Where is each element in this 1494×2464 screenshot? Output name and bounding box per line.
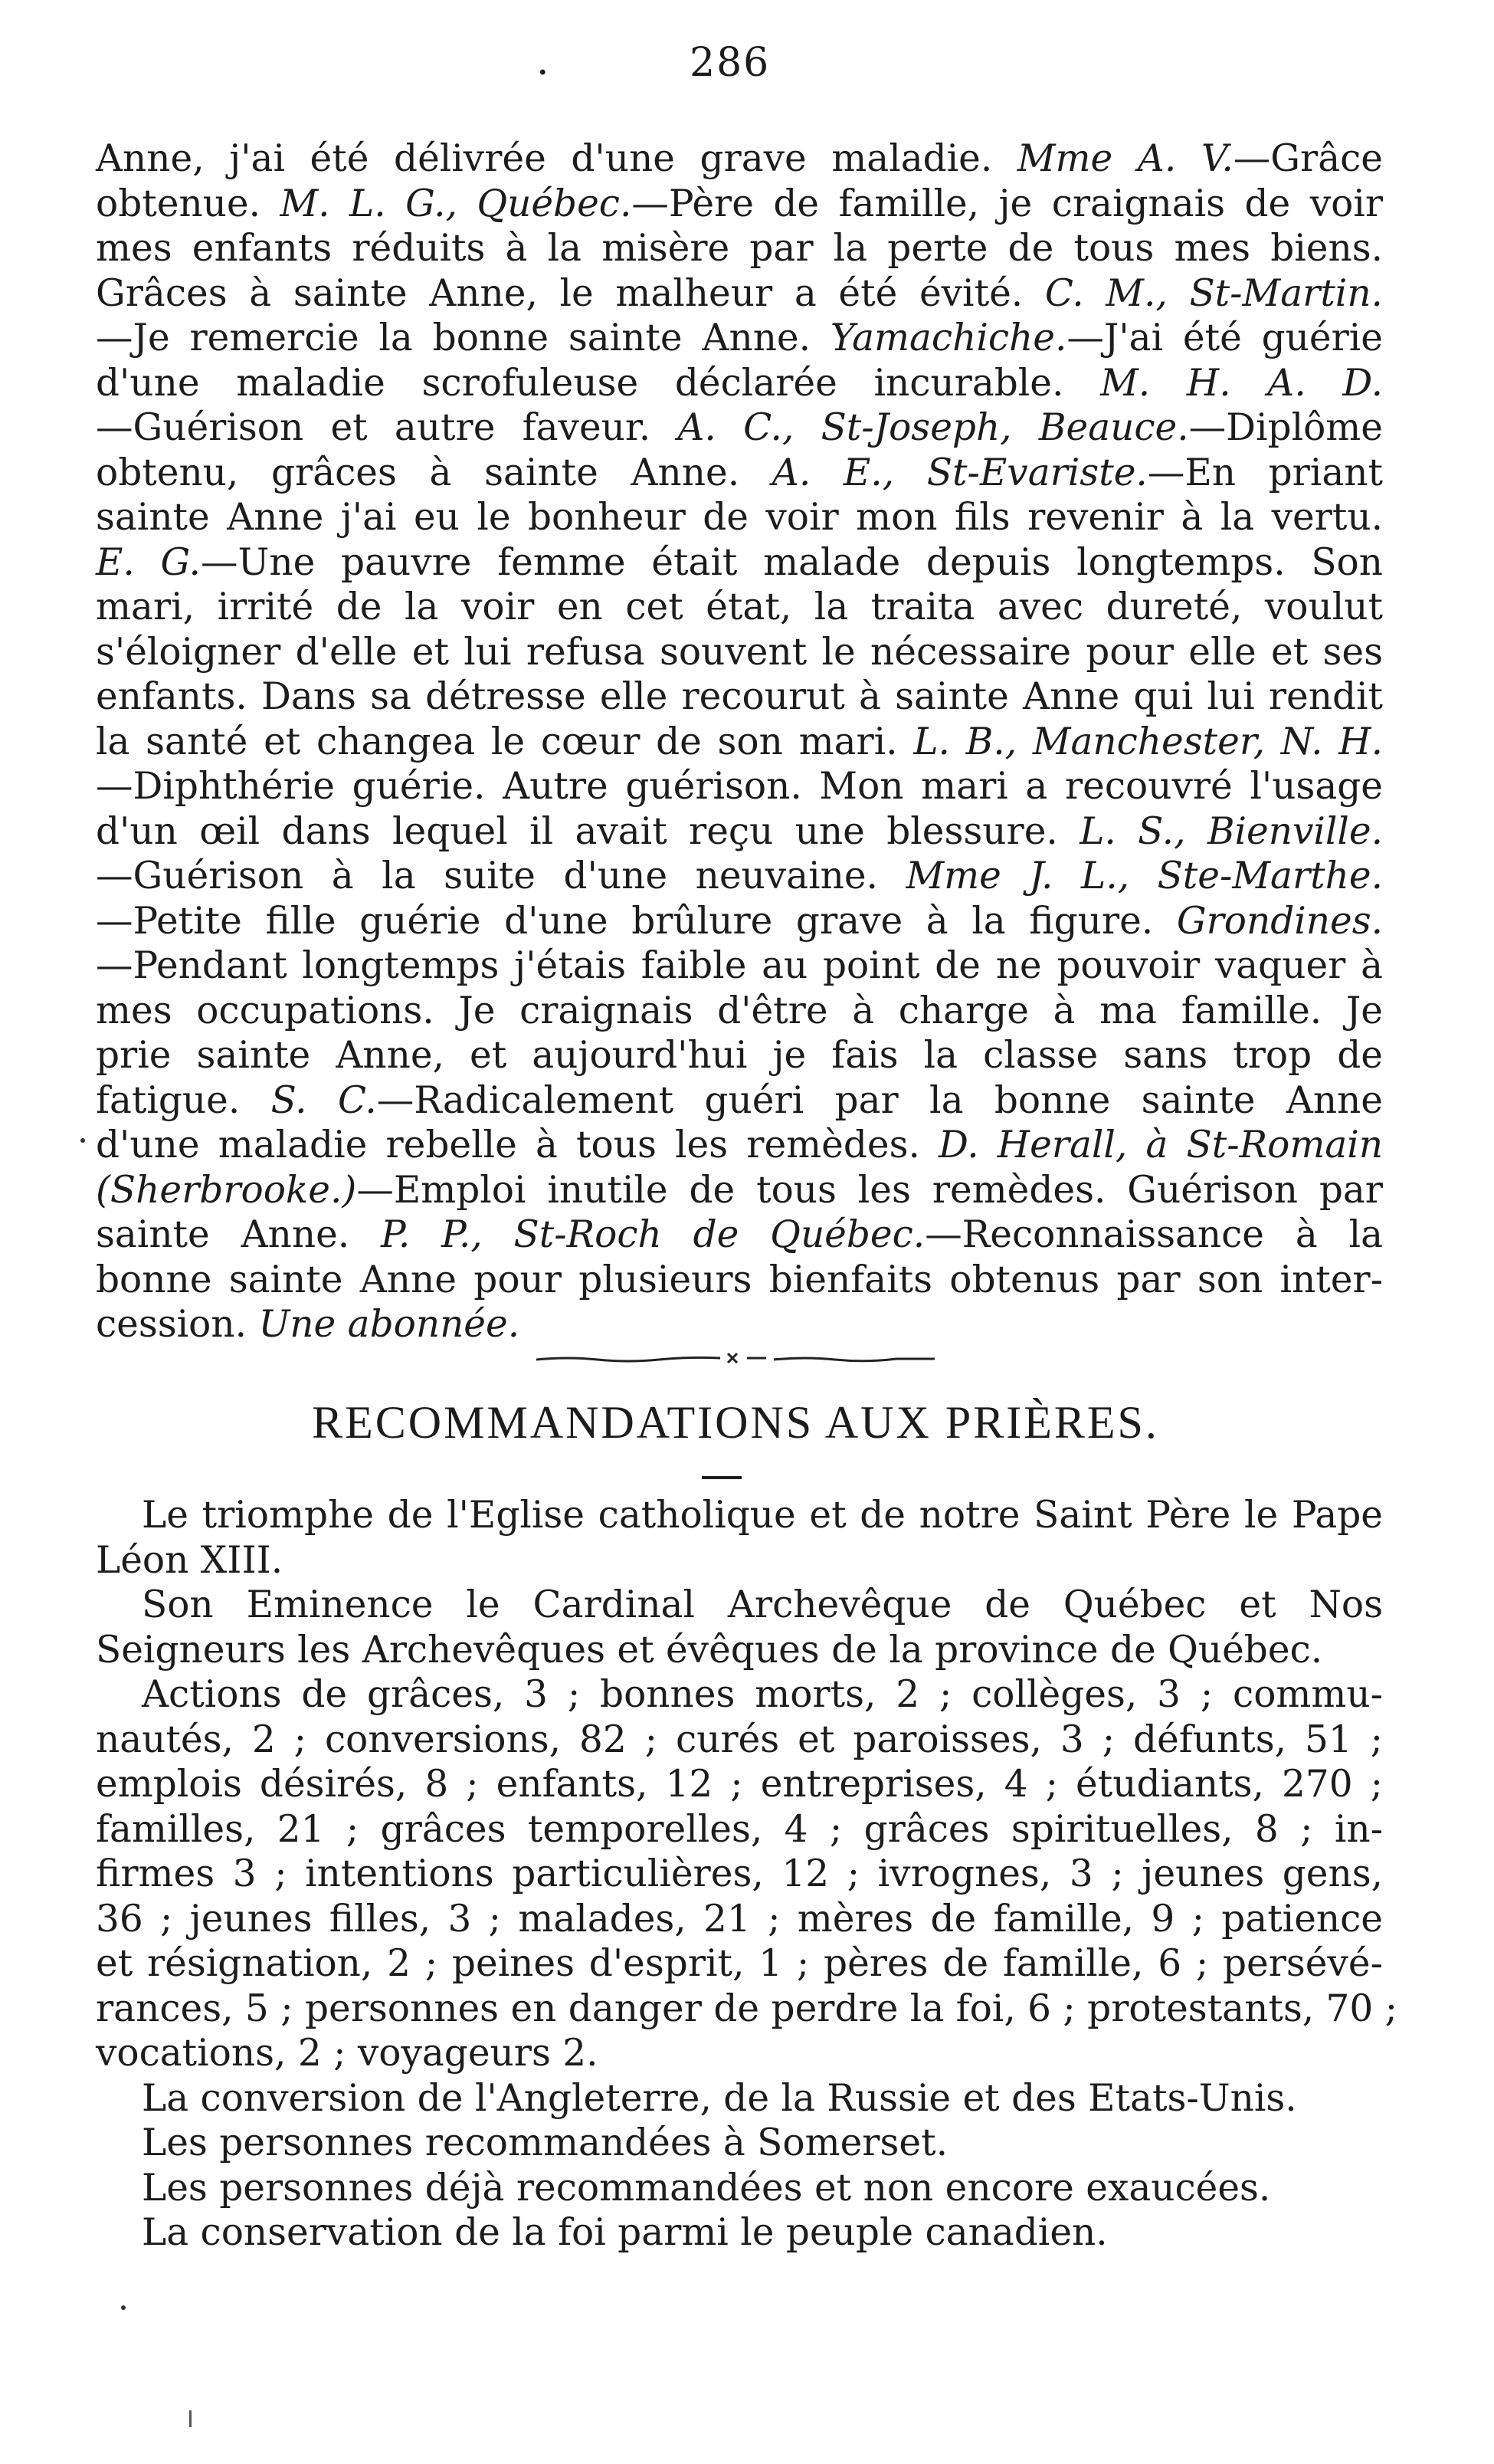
text-line [96,405,1383,451]
recommendation-paragraph [96,1583,1383,1672]
text-line [96,1168,1383,1213]
text-line [96,1078,1383,1124]
text-run: d'une maladie scrofuleuse déclarée incurable. [96,361,1101,405]
recommendation-paragraph [96,2210,1383,2256]
text-line [96,720,1383,765]
text-run: —Guérison et autre faveur. [96,406,678,449]
recommendation-paragraph [96,1493,1383,1583]
recommandations-text [96,1493,1398,2256]
italic-attribution: M. L. G., Québec. [280,182,632,225]
italic-attribution: A. C., St-Joseph, Beauce. [677,406,1189,449]
text-line: Son Eminence le Cardinal Archevêque de Québec et Nos [142,1583,1383,1626]
italic-attribution: L. S., Bienville. [1080,809,1384,853]
text-line: vocations, 2 ; voyageurs 2. [96,2032,598,2075]
title-divider [702,1476,742,1479]
text-line: rances, 5 ; personnes en danger de perdre la foi, 6 ; protestants, 70 ; [96,1987,1398,2030]
italic-attribution: C. M., St-Martin. [1044,271,1383,315]
text-line: Les personnes déjà recommandées et non encore exaucées. [142,2166,1271,2210]
text-line: Léon XIII. [96,1538,283,1582]
italic-attribution: Une abonnée. [258,1303,520,1346]
italic-attribution: Mme J. L., Ste-Marthe. [906,855,1383,897]
text-line [96,361,1383,406]
text-run: cession. [96,1303,259,1346]
text-run: obtenu, grâces à sainte Anne. [96,451,772,494]
text-line: et résignation, 2 ; peines d'esprit, 1 ; pères de famille, 6 ; persévé- [96,1942,1383,1985]
recommendation-paragraph [96,1672,1398,2076]
text-run: prie sainte Anne, et aujourd'hui je fais la classe sans trop de [96,1034,1383,1077]
text-run: fatigue. [96,1078,271,1122]
text-line: La conservation de la foi parmi le peuple canadien. [142,2211,1108,2254]
text-run: —Pendant longtemps j'étais faible au point de ne pouvoir vaquer à [96,944,1383,987]
text-line [96,1123,1383,1168]
text-line [96,630,1383,675]
text-run: sainte Anne. [96,1213,382,1256]
text-line: Les personnes recommandées à Somerset. [142,2121,948,2164]
text-line [96,1258,1383,1303]
text-line: nautés, 2 ; conversions, 82 ; curés et paroisses, 3 ; défunts, 51 ; [96,1718,1383,1761]
text-run: la santé et changea le cœur de son mari. [96,720,914,763]
italic-attribution: Grondines. [1176,899,1383,943]
text-line [96,1302,1383,1347]
text-run: —Reconnaissance à la [925,1213,1383,1256]
text-run: —Je remercie la bonne sainte Anne. [96,317,831,359]
text-run: —Guérison à la suite d'une neuvaine. [96,855,906,897]
text-line [96,854,1383,899]
text-line [96,989,1383,1034]
text-line [96,585,1383,630]
text-line [96,271,1383,317]
text-run: d'un œil dans lequel il avait reçu une blessure. [96,809,1080,853]
section-title: RECOMMANDATIONS AUX PRIÈRES. [312,1397,1159,1448]
text-run: sainte Anne j'ai eu le bonheur de voir mon fils revenir à la vertu. [96,496,1383,539]
text-run: —Diphthérie guérie. Autre guérison. Mon mari a recouvré l'usage [96,765,1383,808]
text-line [96,764,1383,809]
text-run: s'éloigner d'elle et lui refusa souvent le nécessaire pour elle et ses [96,630,1383,674]
text-line [96,451,1383,496]
recommendation-paragraph [96,2121,1383,2166]
text-line [96,809,1383,855]
text-run: mes occupations. Je craignais d'être à charge à ma famille. Je [96,989,1383,1032]
text-line: firmes 3 ; intentions particulières, 12 ; ivrognes, 3 ; jeunes gens, [96,1852,1383,1895]
text-line [96,1033,1383,1078]
italic-attribution: L. B., Manchester, N. H. [913,720,1383,763]
text-run: —Diplôme [1188,406,1383,449]
text-line: emplois désirés, 8 ; enfants, 12 ; entreprises, 4 ; étudiants, 270 ; [96,1763,1383,1806]
text-run: enfants. Dans sa détresse elle recourut à sainte Anne qui lui rendit [96,675,1383,718]
page-leading-mark: . [536,38,549,84]
text-run: Grâces à sainte Anne, le malheur a été évité. [96,271,1045,315]
decorative-rule [536,1350,935,1366]
margin-speck [121,2305,126,2310]
italic-attribution: A. E., St-Evariste. [772,451,1148,494]
text-line: familles, 21 ; grâces temporelles, 4 ; grâces spirituelles, 8 ; in- [96,1807,1383,1851]
text-run: —Emploi inutile de tous les remèdes. Guérison par [356,1168,1383,1212]
text-line [96,316,1383,361]
text-line: La conversion de l'Angleterre, de la Russie et des Etats-Unis. [142,2076,1297,2120]
text-line: Le triomphe de l'Eglise catholique et de notre Saint Père le Pape [142,1494,1383,1537]
text-line [96,943,1383,989]
italic-attribution: Mme A. V. [1017,137,1234,180]
text-run: —En priant [1147,451,1383,494]
text-line [96,899,1383,944]
text-run: d'une maladie rebelle à tous les remèdes. [96,1124,939,1166]
text-run: Anne, j'ai été délivrée d'une grave maladie. [96,137,1017,180]
text-run: —Grâce [1233,137,1384,180]
page-number: 286 [690,40,771,86]
text-run: mari, irrité de la voir en cet état, la traita avec dureté, voulut [96,586,1383,628]
text-run: —J'ai été guérie [1066,317,1383,359]
recommendation-paragraph [96,2076,1383,2121]
italic-attribution: P. P., St-Roch de Québec. [381,1213,926,1256]
text-line: Actions de grâces, 3 ; bonnes morts, 2 ; collèges, 3 ; commu- [142,1673,1383,1716]
text-line: 36 ; jeunes filles, 3 ; malades, 21 ; mères de famille, 9 ; patience [96,1897,1383,1941]
italic-attribution: S. C. [270,1078,377,1122]
text-run: bonne sainte Anne pour plusieurs bienfaits obtenus par son inter- [96,1258,1383,1301]
text-run: —Radicalement guéri par la bonne sainte Anne [376,1078,1383,1122]
graces-obtenues-text [96,136,1383,1347]
text-line [96,540,1383,586]
text-line [96,1212,1383,1258]
italic-attribution: E. G. [96,540,201,584]
italic-attribution: (Sherbrooke.) [96,1168,357,1212]
italic-attribution: Yamachiche. [830,317,1067,359]
text-run: —Une pauvre femme était malade depuis longtemps. Son [200,540,1383,584]
text-line: Seigneurs les Archevêques et évêques de la province de Québec. [96,1628,1323,1672]
italic-attribution: D. Herall, à St-Romain [939,1124,1384,1166]
text-run: obtenue. [96,182,280,225]
margin-tick [189,2410,192,2427]
italic-attribution: M. H. A. D. [1100,361,1383,405]
text-line [96,495,1383,540]
text-run: mes enfants réduits à la misère par la perte de tous mes biens. [96,227,1383,270]
text-line [96,182,1383,227]
margin-speck [80,1138,85,1143]
text-line [96,674,1383,720]
text-line [96,136,1383,182]
recommendation-paragraph [96,2166,1383,2211]
text-run: —Père de famille, je craignais de voir [631,182,1383,225]
text-line [96,226,1383,271]
text-run: —Petite fille guérie d'une brûlure grave à la figure. [96,899,1177,943]
